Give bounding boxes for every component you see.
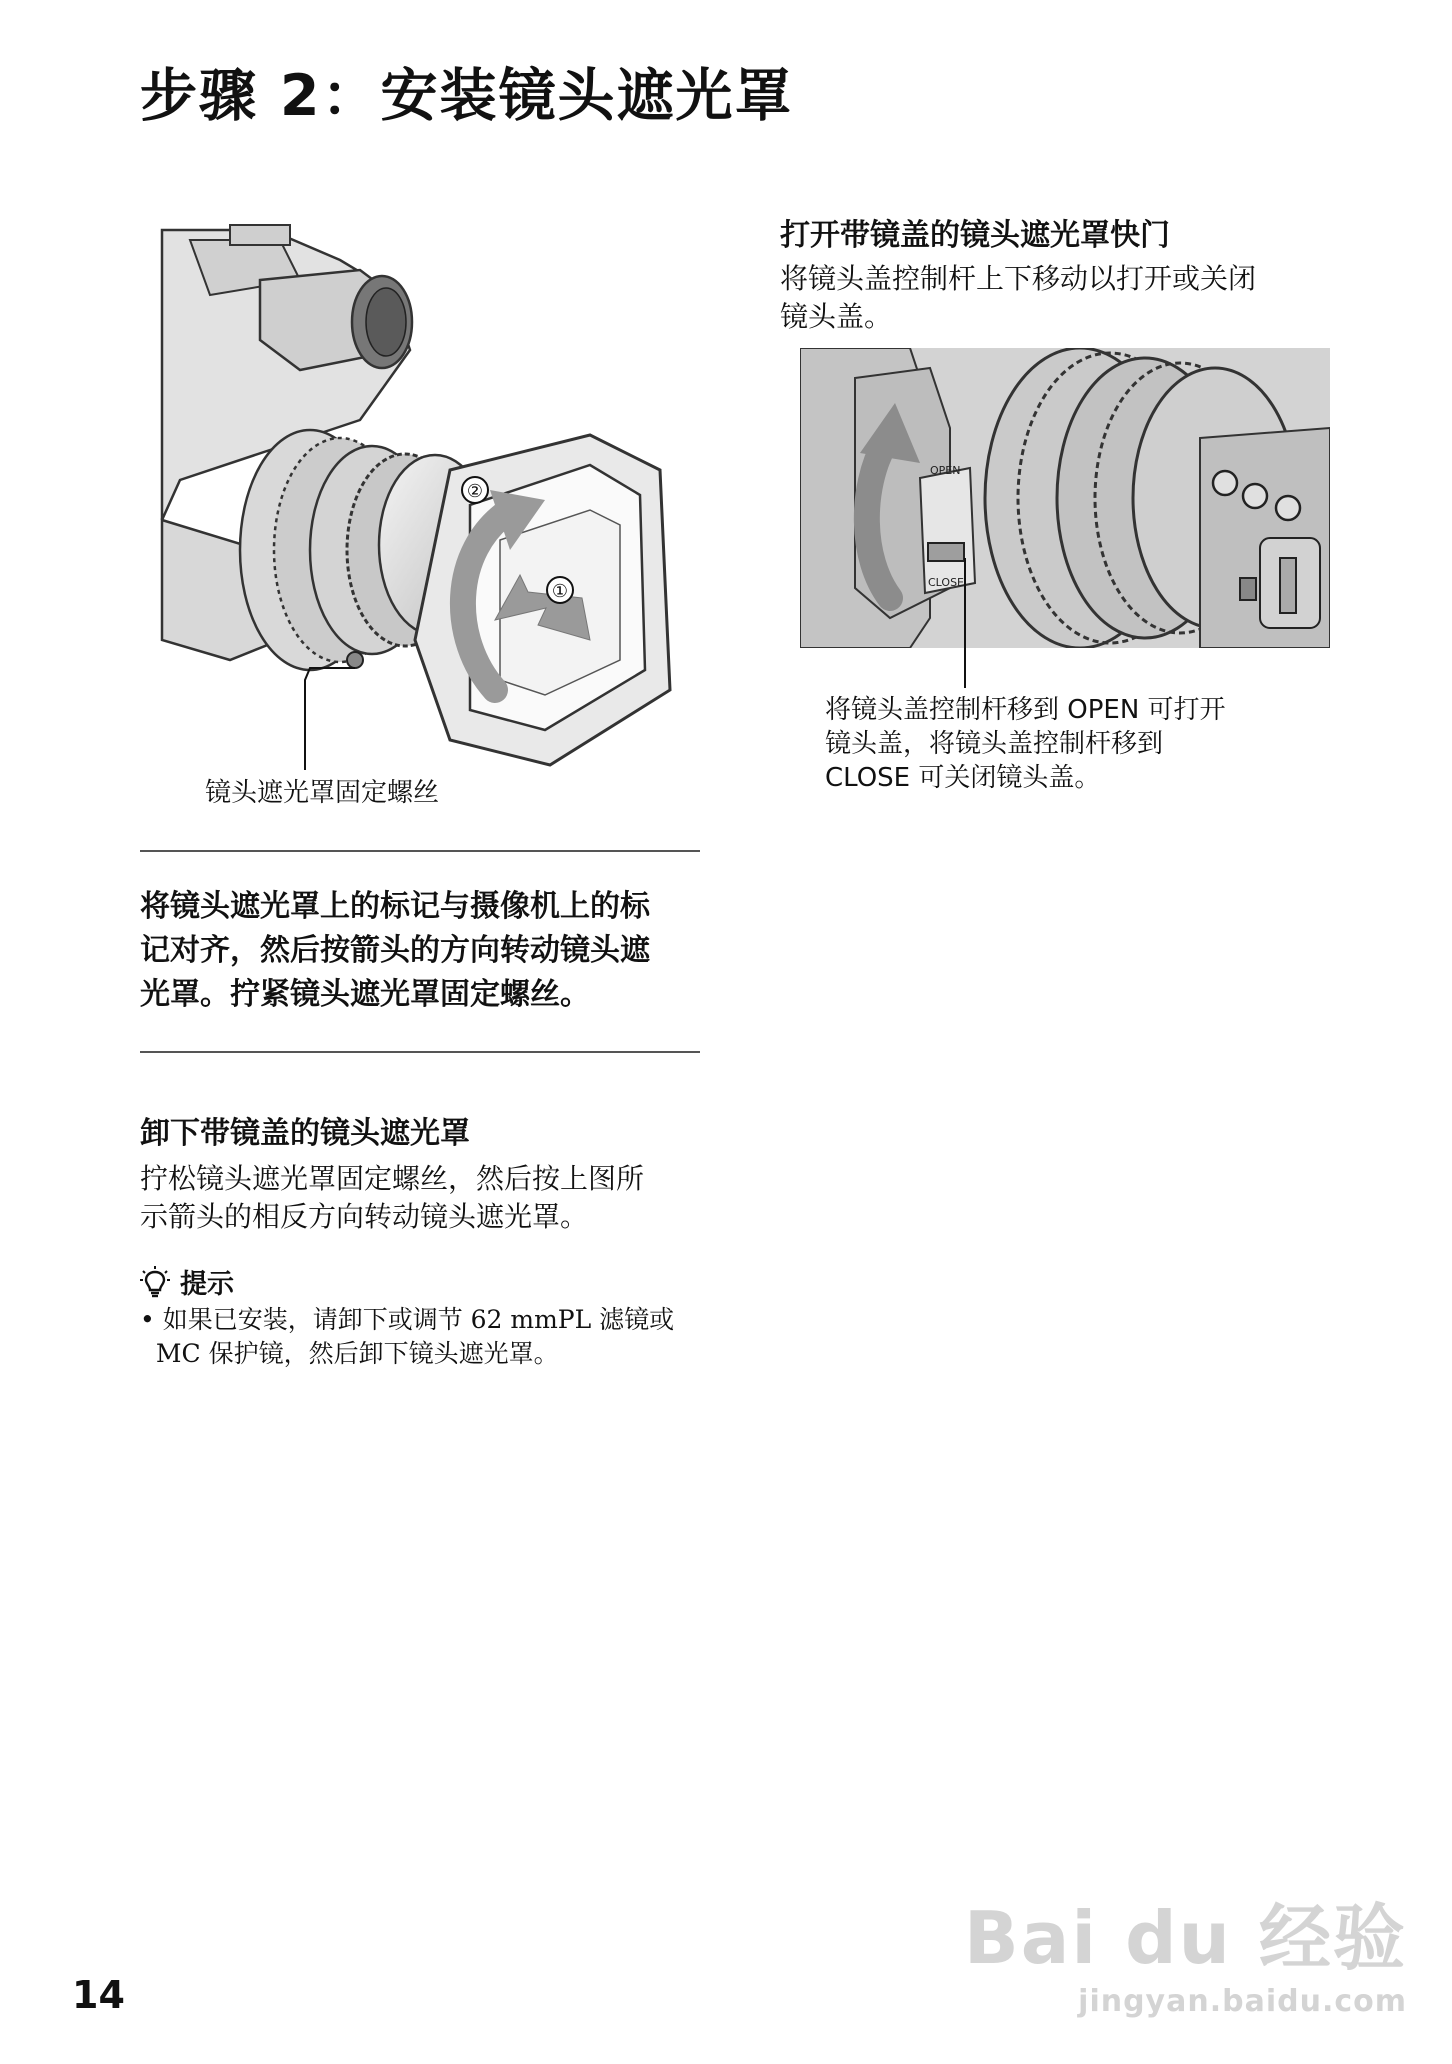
shutter-section-body [780, 260, 1256, 336]
remove-section-heading: 卸下带镜盖的镜头遮光罩 [140, 1116, 470, 1151]
instruction-block [140, 885, 650, 1017]
callout-1: ① [551, 581, 569, 602]
tip-header [140, 1262, 234, 1301]
body-line: 镜头盖。 [780, 300, 893, 333]
page-number: 14 [72, 1973, 125, 2017]
watermark-url: jingyan.baidu.com [1078, 1984, 1407, 2019]
tip-line: MC 保护镜，然后卸下镜头遮光罩。 [140, 1339, 559, 1368]
tip-line: • 如果已安装，请卸下或调节 62 mmPL 滤镜或 [140, 1305, 675, 1334]
open-label: OPEN [930, 464, 961, 477]
lens-hood-illustration [150, 220, 710, 780]
lens-cover-lever-illustration [800, 348, 1330, 648]
body-line: 将镜头盖控制杆上下移动以打开或关闭 [780, 262, 1257, 295]
caption-line: 将镜头盖控制杆移到 OPEN 可打开 [825, 695, 1226, 725]
page-title: 步骤 2：安装镜头遮光罩 [140, 63, 794, 129]
caption-line: CLOSE 可关闭镜头盖。 [825, 763, 1101, 793]
body-line: 示箭头的相反方向转动镜头遮光罩。 [140, 1200, 589, 1233]
divider [140, 850, 700, 852]
lever-caption [825, 693, 1226, 795]
divider [140, 1051, 700, 1053]
instruction-line: 记对齐，然后按箭头的方向转动镜头遮 [140, 933, 650, 968]
watermark-logo-text: Bai du 经验 [963, 1896, 1407, 1980]
lever-leader [964, 648, 966, 688]
callout-2: ② [466, 481, 484, 502]
caption-line: 镜头盖，将镜头盖控制杆移到 [825, 729, 1164, 759]
tip-heading: 提示 [180, 1269, 234, 1300]
screw-caption: 镜头遮光罩固定螺丝 [205, 778, 440, 808]
instruction-line: 光罩。拧紧镜头遮光罩固定螺丝。 [140, 977, 590, 1012]
baidu-watermark [964, 1880, 1407, 2019]
close-label: CLOSE [928, 576, 965, 589]
shutter-section-heading: 打开带镜盖的镜头遮光罩快门 [780, 218, 1170, 253]
remove-section-body [140, 1160, 644, 1236]
body-line: 拧松镜头遮光罩固定螺丝，然后按上图所 [140, 1162, 645, 1195]
tip-body [140, 1303, 674, 1371]
instruction-line: 将镜头遮光罩上的标记与摄像机上的标 [140, 889, 650, 924]
lightbulb-icon [140, 1266, 170, 1298]
